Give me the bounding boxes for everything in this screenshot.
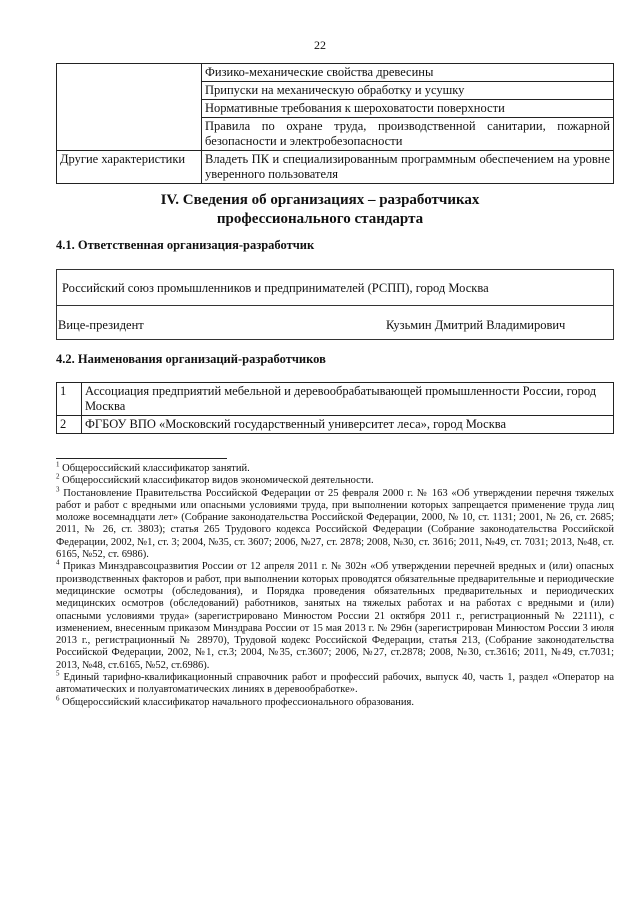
table-cell-label: Другие характеристики bbox=[57, 151, 202, 184]
row-number: 2 bbox=[57, 416, 82, 434]
section-heading-line1: IV. Сведения об организациях – разработчиках bbox=[160, 192, 480, 208]
section-heading bbox=[0, 191, 640, 229]
footnote-mark: 4 bbox=[56, 558, 60, 567]
responsible-org-heading: 4.1. Ответственная организация-разработчик bbox=[56, 238, 315, 252]
footnote-text: Общероссийский классификатор видов экономической деятельности. bbox=[62, 475, 374, 487]
footnote-text: Приказ Минздравсоцразвития России от 12 апреля 2011 г. № 302н «Об утверждении перечней вредных и (или) опасных производственных факторов и работ, при выполнении которых проводятся обязательные предварительные и периодические медицинские осмотры (обследования), и Порядка проведения обязательных предварительных и периодических медицинских осмотров (обследований) работников, занятых на тяжелых работах и на работах с вредными и (или) опасными условиями труда» (зарегистрировано Минюстом России 21 октября 2011 г., регистрационный № 22111), с изменением, внесенным приказом Минздрава России от 15 мая 2013 г. № 296н (зарегистрирован Минюстом России 3 июля 2013 г., регистрационный № 28970), Трудовой кодекс Российской Федерации, статья 213, (Собрание законодательства Российской Федерации, 2002, №1, ст.3; 2004, №35, ст.3607; 2006, №27, ст.2878; 2008, №30, ст.3616; 2011, №49, ст.7031; 2013, №48, ст.6165, №52, ст.6986). bbox=[56, 561, 615, 671]
divider bbox=[56, 305, 614, 306]
footnotes bbox=[56, 460, 615, 709]
table-row bbox=[57, 64, 614, 82]
table-cell-text: Физико-механические свойства древесины bbox=[202, 64, 614, 82]
table-cell-text: Нормативные требования к шероховатости поверхности bbox=[202, 100, 614, 118]
footnote-mark: 3 bbox=[56, 485, 60, 494]
footnote-text: Постановление Правительства Российской Федерации от 25 февраля 2000 г. № 163 «Об утверждении перечня тяжелых работ и работ с вредными или опасными условиями труда, при выполнении которых запрещается применение труда лиц моложе восемнадцати лет» (Собрание законодательства Российской Федерации, 2000, № 10, ст. 1131; 2001, № 26, ст. 2685; 2011, № 26, ст. 3803); статья 265 Трудового кодекса Российской Федерации (Собрание законодательства Российской Федерации, 2002, №1, ст. 3; 2004, №35, ст. 3607; 2006, №27, ст. 2878; 2008, №30, ст. 3616; 2011, №49, ст. 7031; 2013, №48, ст. 6165, №52, ст. 6986). bbox=[56, 487, 614, 561]
org-name: ФГБОУ ВПО «Московский государственный университет леса», город Москва bbox=[82, 416, 614, 434]
table-cell-text: Правила по охране труда, производственной санитарии, пожарной безопасности и электробезопасности bbox=[202, 118, 614, 151]
responsible-org-name: Российский союз промышленников и предпринимателей (РСПП), город Москва bbox=[62, 281, 489, 295]
footnote bbox=[56, 460, 614, 475]
org-name: Ассоциация предприятий мебельной и деревообрабатывающей промышленности России, город Москва bbox=[82, 383, 614, 416]
row-number: 1 bbox=[57, 383, 82, 416]
table-cell-label bbox=[57, 64, 202, 151]
footnote-text: Общероссийский классификатор занятий. bbox=[62, 463, 250, 474]
footnote-text: Единый тарифно-квалификационный справочник работ и профессий рабочих, выпуск 40, часть 1, раздел «Оператор на автоматических и полуавтоматических линиях в деревообработке». bbox=[56, 672, 614, 696]
developer-orgs-heading: 4.2. Наименования организаций-разработчиков bbox=[56, 352, 326, 366]
footnote-mark: 2 bbox=[56, 472, 60, 481]
footnote-mark: 1 bbox=[56, 460, 60, 469]
section-heading-line2: профессионального стандарта bbox=[216, 211, 424, 227]
footnote-separator bbox=[56, 458, 227, 459]
footnote bbox=[56, 558, 615, 672]
footnote-text: Общероссийский классификатор начального профессионального образования. bbox=[62, 696, 414, 708]
table-cell-text: Владеть ПК и специализированным программным обеспечением на уровне уверенного пользователя bbox=[202, 151, 614, 184]
footnote bbox=[56, 669, 614, 697]
characteristics-table bbox=[56, 63, 614, 184]
footnote-mark: 6 bbox=[56, 694, 60, 703]
table-row bbox=[57, 151, 614, 184]
footnote bbox=[56, 485, 614, 562]
responsible-person-name: Кузьмин Дмитрий Владимирович bbox=[386, 318, 566, 332]
table-row bbox=[57, 383, 614, 416]
footnote bbox=[56, 472, 614, 487]
developer-orgs-table bbox=[56, 382, 614, 434]
footnote bbox=[56, 694, 614, 709]
footnote-mark: 5 bbox=[56, 669, 60, 678]
responsible-person-position: Вице-президент bbox=[58, 318, 144, 332]
table-row bbox=[57, 416, 614, 434]
page-number: 22 bbox=[314, 38, 326, 52]
table-cell-text: Припуски на механическую обработку и усушку bbox=[202, 82, 614, 100]
